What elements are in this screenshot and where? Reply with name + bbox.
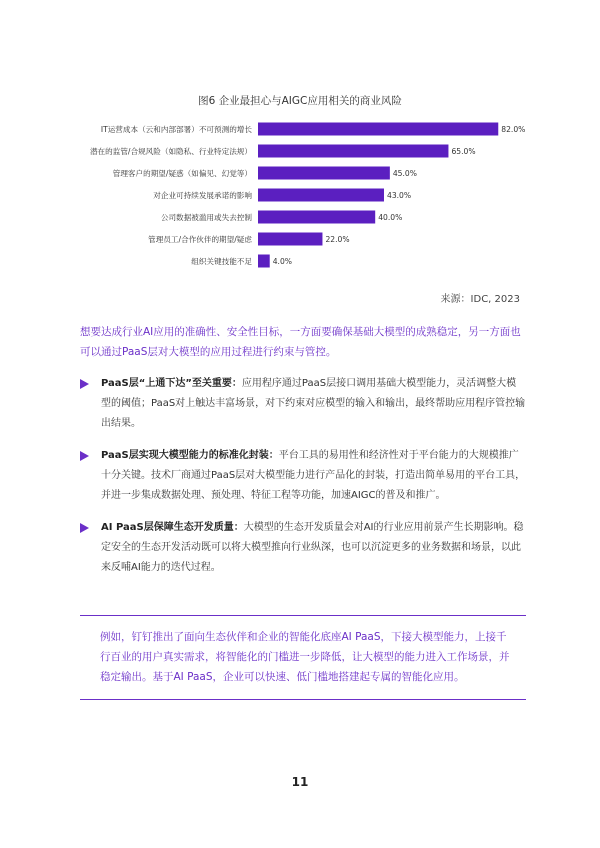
figure-source: 来源：IDC, 2023 bbox=[440, 294, 520, 305]
intro-paragraph: 想要达成行业AI应用的准确性、安全性目标，一方面要确保基础大模型的成熟稳定，另一方面也可以通过PaaS层对大模型的应用过程进行约束与管控。 bbox=[80, 326, 521, 358]
bar bbox=[258, 123, 498, 136]
triangle-bullet-icon bbox=[80, 523, 89, 533]
bar bbox=[258, 167, 390, 180]
category-label: 管理员工/合作伙伴的期望/疑虑 bbox=[148, 235, 252, 244]
category-label: 管理客户的期望/疑惑（如偏见、幻觉等） bbox=[112, 169, 252, 178]
value-label: 22.0% bbox=[325, 235, 350, 244]
divider-top bbox=[80, 615, 526, 616]
category-label: 组织关键技能不足 bbox=[191, 257, 252, 266]
example-paragraph: 例如，钉钉推出了面向生态伙伴和企业的智能化底座AI PaaS，下接大模型能力，上接千行百业的用户真实需求，将智能化的门槛进一步降低，让大模型的能力进入工作场景，并稳定输出。基于AI PaaS，企业可以快速、低门槛地搭建起专属的智能化应用。 bbox=[100, 631, 510, 683]
category-label: IT运营成本（云和内部部署）不可预测的增长 bbox=[100, 125, 252, 134]
bullet-lead: PaaS层“上通下达”至关重要： bbox=[101, 378, 242, 389]
bar bbox=[258, 211, 375, 224]
value-label: 65.0% bbox=[451, 147, 476, 156]
bar bbox=[258, 189, 384, 202]
bullet-item bbox=[80, 446, 526, 506]
bar-chart bbox=[0, 118, 600, 278]
bullet-lead: PaaS层实现大模型能力的标准化封装： bbox=[101, 450, 279, 461]
divider-bottom bbox=[80, 699, 526, 700]
value-label: 40.0% bbox=[378, 213, 403, 222]
bullet-item bbox=[80, 518, 526, 578]
page-number: 11 bbox=[291, 775, 309, 789]
bullet-item bbox=[80, 374, 526, 434]
triangle-bullet-icon bbox=[80, 451, 89, 461]
value-label: 82.0% bbox=[501, 125, 526, 134]
bullet-body: 应用程序通过PaaS层接口调用基础大模型能力，灵活调整大模型的阈值；PaaS对上触达丰富场景，对下约束对应模型的输入和输出，最终帮助应用程序管控输出结果。 bbox=[101, 378, 526, 429]
value-label: 43.0% bbox=[386, 191, 412, 200]
bullet-body: 平台工具的易用性和经济性对于平台能力的大规模推广十分关键。技术厂商通过PaaS层对大模型能力进行产品化的封装，打造出简单易用的平台工具，并进一步集成数据处理、预处理、特征工程等功能，加速AIGC的普及和推广。 bbox=[101, 450, 526, 501]
bar bbox=[258, 255, 270, 268]
bullet-lead: AI PaaS层保障生态开发质量： bbox=[101, 522, 244, 533]
category-label: 公司数据被滥用或失去控制 bbox=[160, 213, 252, 222]
figure-title: 图6 企业最担心与AIGC应用相关的商业风险 bbox=[198, 95, 402, 107]
category-label: 对企业可持续发展承诺的影响 bbox=[153, 191, 252, 200]
value-label: 4.0% bbox=[272, 257, 293, 266]
value-label: 45.0% bbox=[392, 169, 417, 178]
bar bbox=[258, 145, 448, 158]
triangle-bullet-icon bbox=[80, 379, 89, 389]
category-label: 潜在的监管/合规风险（如隐私、行业特定法规） bbox=[89, 147, 252, 156]
bar bbox=[258, 233, 322, 246]
bullet-body: 大模型的生态开发质量会对AI的行业应用前景产生长期影响。稳定安全的生态开发活动既可以将大模型推向行业纵深，也可以沉淀更多的业务数据和场景，以此来反哺AI能力的迭代过程。 bbox=[101, 522, 524, 573]
